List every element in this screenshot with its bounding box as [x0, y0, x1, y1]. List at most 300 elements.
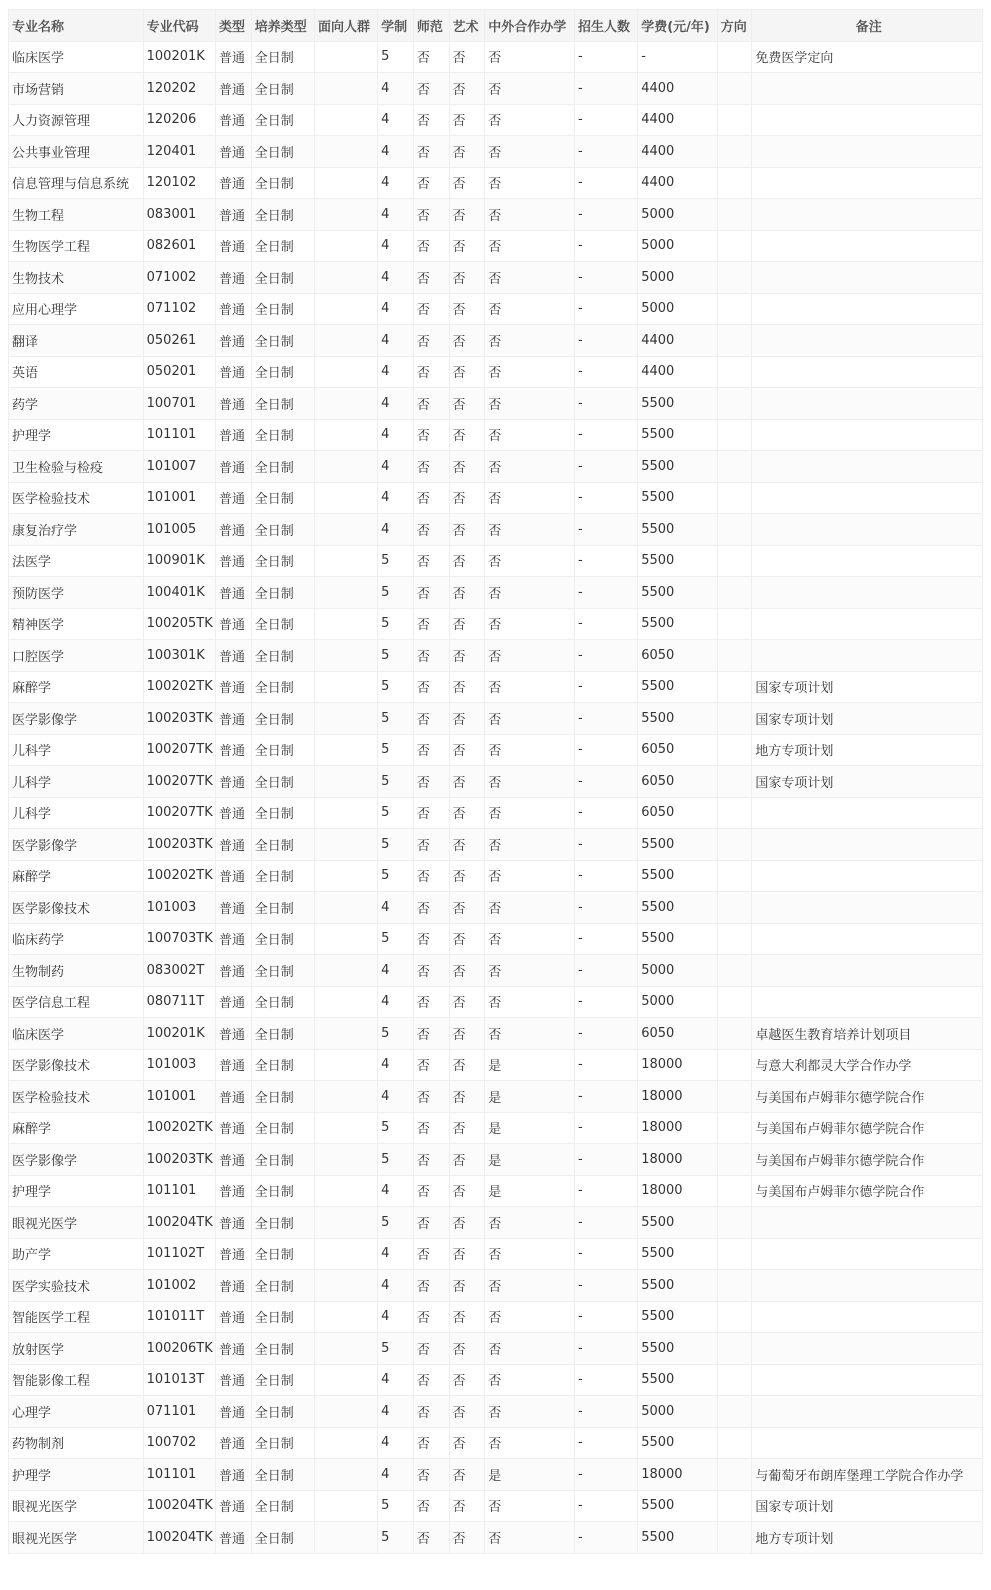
cell-major-name: 医学影像技术 — [9, 892, 144, 924]
cell-sino-foreign: 否 — [485, 797, 575, 829]
cell-tuition: 5000 — [638, 199, 718, 231]
cell-major-code: 100207TK — [143, 766, 215, 798]
cell-sino-foreign: 否 — [485, 356, 575, 388]
cell-enrollment: - — [574, 671, 637, 703]
cell-art: 否 — [449, 923, 485, 955]
cell-major-code: 101001 — [143, 482, 215, 514]
cell-major-name: 护理学 — [9, 1459, 144, 1491]
cell-sino-foreign: 否 — [485, 1364, 575, 1396]
cell-direction — [717, 766, 752, 798]
table-row — [9, 577, 983, 609]
cell-type: 普通 — [216, 1364, 252, 1396]
cell-target-group — [314, 73, 377, 105]
cell-major-code: 100207TK — [143, 797, 215, 829]
cell-normal-school: 否 — [413, 734, 449, 766]
cell-target-group — [314, 545, 377, 577]
cell-training-type: 全日制 — [251, 766, 314, 798]
cell-note: 国家专项计划 — [752, 1490, 983, 1522]
cell-duration: 4 — [378, 892, 414, 924]
cell-duration: 5 — [378, 1112, 414, 1144]
cell-duration: 4 — [378, 136, 414, 168]
cell-normal-school: 否 — [413, 1238, 449, 1270]
cell-art: 否 — [449, 671, 485, 703]
cell-major-name: 预防医学 — [9, 577, 144, 609]
cell-sino-foreign: 否 — [485, 703, 575, 735]
cell-tuition: 5500 — [638, 1301, 718, 1333]
table-row — [9, 734, 983, 766]
table-row — [9, 482, 983, 514]
cell-training-type: 全日制 — [251, 1207, 314, 1239]
cell-note — [752, 608, 983, 640]
cell-major-code: 101013T — [143, 1364, 215, 1396]
cell-training-type: 全日制 — [251, 671, 314, 703]
cell-tuition: 18000 — [638, 1049, 718, 1081]
column-header-art: 艺术 — [449, 10, 485, 42]
cell-enrollment: - — [574, 1333, 637, 1365]
cell-major-code: 100703TK — [143, 923, 215, 955]
cell-art: 否 — [449, 293, 485, 325]
majors-table — [8, 9, 983, 1554]
cell-sino-foreign: 否 — [485, 1301, 575, 1333]
cell-enrollment: - — [574, 1459, 637, 1491]
table-row — [9, 356, 983, 388]
cell-art: 否 — [449, 1238, 485, 1270]
cell-sino-foreign: 否 — [485, 325, 575, 357]
cell-training-type: 全日制 — [251, 1144, 314, 1176]
cell-sino-foreign: 否 — [485, 388, 575, 420]
cell-target-group — [314, 451, 377, 483]
cell-training-type: 全日制 — [251, 451, 314, 483]
cell-duration: 5 — [378, 1144, 414, 1176]
cell-type: 普通 — [216, 986, 252, 1018]
cell-note — [752, 262, 983, 294]
cell-direction — [717, 1175, 752, 1207]
cell-sino-foreign: 否 — [485, 1427, 575, 1459]
cell-sino-foreign: 否 — [485, 482, 575, 514]
cell-duration: 4 — [378, 325, 414, 357]
cell-duration: 4 — [378, 356, 414, 388]
cell-target-group — [314, 514, 377, 546]
cell-training-type: 全日制 — [251, 514, 314, 546]
cell-major-name: 人力资源管理 — [9, 104, 144, 136]
cell-major-name: 信息管理与信息系统 — [9, 167, 144, 199]
cell-major-code: 100201K — [143, 41, 215, 73]
cell-target-group — [314, 1049, 377, 1081]
cell-tuition: 5500 — [638, 1270, 718, 1302]
cell-normal-school: 否 — [413, 766, 449, 798]
cell-type: 普通 — [216, 199, 252, 231]
cell-enrollment: - — [574, 860, 637, 892]
cell-art: 否 — [449, 73, 485, 105]
cell-direction — [717, 734, 752, 766]
cell-training-type: 全日制 — [251, 293, 314, 325]
table-row — [9, 41, 983, 73]
cell-sino-foreign: 否 — [485, 451, 575, 483]
cell-duration: 5 — [378, 923, 414, 955]
cell-major-name: 医学影像技术 — [9, 1049, 144, 1081]
cell-note — [752, 1207, 983, 1239]
cell-note: 国家专项计划 — [752, 703, 983, 735]
table-row — [9, 1049, 983, 1081]
table-row — [9, 545, 983, 577]
cell-tuition: 5000 — [638, 293, 718, 325]
cell-tuition: 6050 — [638, 766, 718, 798]
cell-major-code: 100204TK — [143, 1522, 215, 1554]
table-row — [9, 829, 983, 861]
cell-type: 普通 — [216, 73, 252, 105]
cell-direction — [717, 199, 752, 231]
table-row — [9, 325, 983, 357]
cell-art: 否 — [449, 514, 485, 546]
cell-enrollment: - — [574, 451, 637, 483]
cell-note — [752, 199, 983, 231]
cell-type: 普通 — [216, 923, 252, 955]
cell-note — [752, 514, 983, 546]
cell-major-code: 120102 — [143, 167, 215, 199]
cell-direction — [717, 1333, 752, 1365]
column-header-target-group: 面向人群 — [314, 10, 377, 42]
cell-sino-foreign: 否 — [485, 1396, 575, 1428]
cell-note: 地方专项计划 — [752, 734, 983, 766]
cell-note: 卓越医生教育培养计划项目 — [752, 1018, 983, 1050]
cell-art: 否 — [449, 703, 485, 735]
cell-tuition: 5500 — [638, 482, 718, 514]
cell-major-name: 药物制剂 — [9, 1427, 144, 1459]
cell-target-group — [314, 1301, 377, 1333]
cell-direction — [717, 797, 752, 829]
cell-type: 普通 — [216, 356, 252, 388]
cell-major-name: 眼视光医学 — [9, 1207, 144, 1239]
cell-normal-school: 否 — [413, 514, 449, 546]
cell-target-group — [314, 1459, 377, 1491]
cell-note — [752, 986, 983, 1018]
cell-training-type: 全日制 — [251, 199, 314, 231]
cell-direction — [717, 73, 752, 105]
cell-tuition: 5500 — [638, 514, 718, 546]
cell-sino-foreign: 否 — [485, 892, 575, 924]
column-header-training-type: 培养类型 — [251, 10, 314, 42]
cell-direction — [717, 325, 752, 357]
cell-major-name: 医学影像学 — [9, 703, 144, 735]
cell-note — [752, 230, 983, 262]
cell-major-name: 卫生检验与检疫 — [9, 451, 144, 483]
cell-type: 普通 — [216, 167, 252, 199]
column-header-enrollment: 招生人数 — [574, 10, 637, 42]
cell-normal-school: 否 — [413, 41, 449, 73]
cell-training-type: 全日制 — [251, 1175, 314, 1207]
cell-enrollment: - — [574, 1270, 637, 1302]
cell-direction — [717, 923, 752, 955]
cell-training-type: 全日制 — [251, 1112, 314, 1144]
cell-sino-foreign: 是 — [485, 1459, 575, 1491]
table-row — [9, 1459, 983, 1491]
cell-art: 否 — [449, 41, 485, 73]
cell-major-code: 100203TK — [143, 703, 215, 735]
table-row — [9, 797, 983, 829]
cell-type: 普通 — [216, 1490, 252, 1522]
cell-direction — [717, 1018, 752, 1050]
table-row — [9, 73, 983, 105]
cell-target-group — [314, 923, 377, 955]
cell-target-group — [314, 1333, 377, 1365]
cell-note — [752, 104, 983, 136]
table-row — [9, 640, 983, 672]
cell-target-group — [314, 419, 377, 451]
cell-type: 普通 — [216, 1112, 252, 1144]
cell-duration: 5 — [378, 1333, 414, 1365]
cell-target-group — [314, 1207, 377, 1239]
cell-direction — [717, 955, 752, 987]
cell-enrollment: - — [574, 419, 637, 451]
cell-major-code: 080711T — [143, 986, 215, 1018]
cell-tuition: 5500 — [638, 1522, 718, 1554]
cell-direction — [717, 1270, 752, 1302]
cell-note: 国家专项计划 — [752, 766, 983, 798]
cell-major-name: 智能医学工程 — [9, 1301, 144, 1333]
cell-major-code: 100901K — [143, 545, 215, 577]
cell-training-type: 全日制 — [251, 356, 314, 388]
table-row — [9, 1522, 983, 1554]
cell-type: 普通 — [216, 766, 252, 798]
cell-art: 否 — [449, 1459, 485, 1491]
table-row — [9, 671, 983, 703]
cell-duration: 4 — [378, 1427, 414, 1459]
cell-duration: 5 — [378, 797, 414, 829]
cell-target-group — [314, 829, 377, 861]
cell-duration: 4 — [378, 955, 414, 987]
cell-normal-school: 否 — [413, 1112, 449, 1144]
cell-sino-foreign: 否 — [485, 1333, 575, 1365]
cell-duration: 4 — [378, 388, 414, 420]
cell-art: 否 — [449, 1081, 485, 1113]
cell-type: 普通 — [216, 1207, 252, 1239]
cell-enrollment: - — [574, 230, 637, 262]
cell-major-name: 医学影像学 — [9, 1144, 144, 1176]
cell-target-group — [314, 1144, 377, 1176]
cell-major-code: 120202 — [143, 73, 215, 105]
cell-sino-foreign: 是 — [485, 1144, 575, 1176]
cell-tuition: 6050 — [638, 734, 718, 766]
cell-direction — [717, 1522, 752, 1554]
cell-normal-school: 否 — [413, 545, 449, 577]
table-row — [9, 986, 983, 1018]
cell-enrollment: - — [574, 199, 637, 231]
cell-sino-foreign: 否 — [485, 419, 575, 451]
cell-major-code: 100206TK — [143, 1333, 215, 1365]
cell-direction — [717, 356, 752, 388]
cell-normal-school: 否 — [413, 451, 449, 483]
cell-direction — [717, 1301, 752, 1333]
cell-tuition: 5500 — [638, 923, 718, 955]
cell-major-code: 071101 — [143, 1396, 215, 1428]
cell-normal-school: 否 — [413, 136, 449, 168]
cell-enrollment: - — [574, 262, 637, 294]
cell-enrollment: - — [574, 325, 637, 357]
cell-tuition: 4400 — [638, 167, 718, 199]
table-row — [9, 1490, 983, 1522]
cell-major-code: 100204TK — [143, 1207, 215, 1239]
cell-note — [752, 892, 983, 924]
cell-normal-school: 否 — [413, 1049, 449, 1081]
cell-major-code: 100202TK — [143, 671, 215, 703]
cell-sino-foreign: 否 — [485, 734, 575, 766]
cell-art: 否 — [449, 482, 485, 514]
cell-direction — [717, 482, 752, 514]
cell-major-name: 医学检验技术 — [9, 482, 144, 514]
cell-major-code: 101007 — [143, 451, 215, 483]
cell-normal-school: 否 — [413, 199, 449, 231]
cell-direction — [717, 671, 752, 703]
cell-normal-school: 否 — [413, 293, 449, 325]
cell-sino-foreign: 否 — [485, 577, 575, 609]
cell-duration: 5 — [378, 1490, 414, 1522]
cell-sino-foreign: 否 — [485, 73, 575, 105]
cell-sino-foreign: 是 — [485, 1175, 575, 1207]
cell-direction — [717, 1049, 752, 1081]
cell-note — [752, 955, 983, 987]
table-row — [9, 1238, 983, 1270]
cell-training-type: 全日制 — [251, 892, 314, 924]
column-header-major-code: 专业代码 — [143, 10, 215, 42]
cell-type: 普通 — [216, 545, 252, 577]
cell-duration: 5 — [378, 671, 414, 703]
cell-major-name: 护理学 — [9, 1175, 144, 1207]
cell-note — [752, 167, 983, 199]
majors-table-container — [8, 9, 983, 1554]
cell-note: 与葡萄牙布朗库堡理工学院合作办学 — [752, 1459, 983, 1491]
cell-art: 否 — [449, 136, 485, 168]
cell-normal-school: 否 — [413, 262, 449, 294]
cell-note — [752, 1270, 983, 1302]
cell-tuition: 18000 — [638, 1175, 718, 1207]
cell-major-name: 眼视光医学 — [9, 1522, 144, 1554]
cell-sino-foreign: 否 — [485, 671, 575, 703]
cell-enrollment: - — [574, 356, 637, 388]
cell-major-code: 101101 — [143, 419, 215, 451]
cell-note — [752, 325, 983, 357]
cell-type: 普通 — [216, 419, 252, 451]
cell-normal-school: 否 — [413, 1396, 449, 1428]
cell-type: 普通 — [216, 734, 252, 766]
table-row — [9, 1081, 983, 1113]
cell-duration: 5 — [378, 703, 414, 735]
cell-enrollment: - — [574, 923, 637, 955]
cell-type: 普通 — [216, 671, 252, 703]
cell-major-code: 101011T — [143, 1301, 215, 1333]
cell-enrollment: - — [574, 640, 637, 672]
cell-note — [752, 545, 983, 577]
cell-tuition: 5000 — [638, 1396, 718, 1428]
table-row — [9, 419, 983, 451]
cell-enrollment: - — [574, 1364, 637, 1396]
cell-normal-school: 否 — [413, 1333, 449, 1365]
cell-tuition: 5500 — [638, 1207, 718, 1239]
cell-target-group — [314, 1112, 377, 1144]
cell-direction — [717, 293, 752, 325]
cell-duration: 5 — [378, 734, 414, 766]
cell-type: 普通 — [216, 1270, 252, 1302]
cell-note: 与美国布卢姆菲尔德学院合作 — [752, 1175, 983, 1207]
table-header — [9, 10, 983, 42]
cell-tuition: 6050 — [638, 797, 718, 829]
cell-training-type: 全日制 — [251, 955, 314, 987]
cell-art: 否 — [449, 1333, 485, 1365]
cell-sino-foreign: 是 — [485, 1081, 575, 1113]
cell-training-type: 全日制 — [251, 1522, 314, 1554]
cell-normal-school: 否 — [413, 1301, 449, 1333]
cell-type: 普通 — [216, 1459, 252, 1491]
cell-art: 否 — [449, 1270, 485, 1302]
cell-target-group — [314, 703, 377, 735]
cell-sino-foreign: 否 — [485, 1207, 575, 1239]
cell-duration: 4 — [378, 1396, 414, 1428]
cell-tuition: 5000 — [638, 262, 718, 294]
cell-major-code: 082601 — [143, 230, 215, 262]
cell-training-type: 全日制 — [251, 608, 314, 640]
cell-normal-school: 否 — [413, 923, 449, 955]
cell-normal-school: 否 — [413, 388, 449, 420]
cell-major-name: 生物技术 — [9, 262, 144, 294]
cell-training-type: 全日制 — [251, 1049, 314, 1081]
cell-major-code: 100204TK — [143, 1490, 215, 1522]
cell-type: 普通 — [216, 104, 252, 136]
cell-target-group — [314, 482, 377, 514]
cell-major-code: 101101 — [143, 1459, 215, 1491]
cell-duration: 4 — [378, 230, 414, 262]
cell-type: 普通 — [216, 829, 252, 861]
table-row — [9, 199, 983, 231]
table-row — [9, 514, 983, 546]
cell-type: 普通 — [216, 892, 252, 924]
cell-type: 普通 — [216, 325, 252, 357]
cell-tuition: 4400 — [638, 136, 718, 168]
cell-target-group — [314, 734, 377, 766]
cell-major-name: 医学影像学 — [9, 829, 144, 861]
cell-direction — [717, 1081, 752, 1113]
cell-normal-school: 否 — [413, 577, 449, 609]
table-row — [9, 262, 983, 294]
cell-note: 地方专项计划 — [752, 1522, 983, 1554]
cell-training-type: 全日制 — [251, 230, 314, 262]
cell-major-code: 083001 — [143, 199, 215, 231]
cell-enrollment: - — [574, 73, 637, 105]
table-row — [9, 1270, 983, 1302]
cell-major-code: 100702 — [143, 1427, 215, 1459]
cell-major-name: 康复治疗学 — [9, 514, 144, 546]
cell-major-code: 100401K — [143, 577, 215, 609]
cell-major-name: 翻译 — [9, 325, 144, 357]
cell-training-type: 全日制 — [251, 1427, 314, 1459]
cell-normal-school: 否 — [413, 1018, 449, 1050]
table-row — [9, 167, 983, 199]
cell-direction — [717, 1427, 752, 1459]
cell-sino-foreign: 否 — [485, 1238, 575, 1270]
cell-major-code: 100201K — [143, 1018, 215, 1050]
cell-duration: 4 — [378, 419, 414, 451]
cell-major-code: 100205TK — [143, 608, 215, 640]
cell-duration: 5 — [378, 41, 414, 73]
cell-enrollment: - — [574, 955, 637, 987]
cell-enrollment: - — [574, 577, 637, 609]
cell-direction — [717, 262, 752, 294]
cell-sino-foreign: 否 — [485, 104, 575, 136]
cell-duration: 4 — [378, 73, 414, 105]
cell-direction — [717, 41, 752, 73]
cell-direction — [717, 1238, 752, 1270]
cell-direction — [717, 640, 752, 672]
cell-normal-school: 否 — [413, 986, 449, 1018]
cell-duration: 5 — [378, 608, 414, 640]
